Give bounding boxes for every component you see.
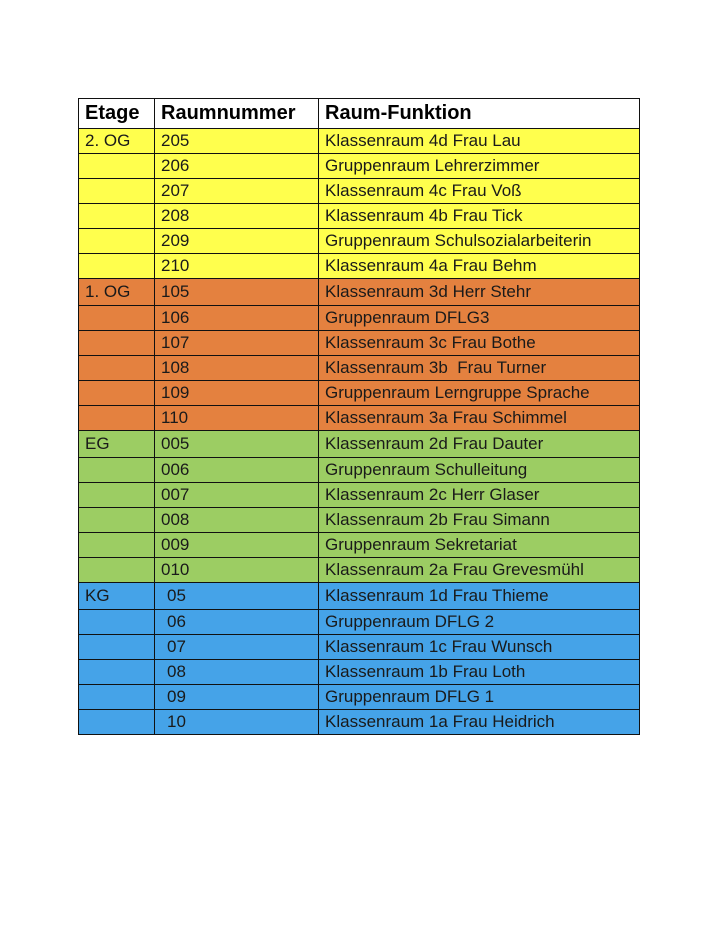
table-row	[79, 610, 640, 635]
room-table	[78, 98, 640, 735]
etage-cell	[79, 356, 155, 381]
raum-funktion-cell: Klassenraum 4a Frau Behm	[319, 254, 640, 279]
raum-funktion-cell: Klassenraum 4c Frau Voß	[319, 179, 640, 204]
raum-funktion-cell: Klassenraum 2c Herr Glaser	[319, 483, 640, 508]
raumnummer-cell: 106	[155, 306, 319, 331]
table-row	[79, 306, 640, 331]
raumnummer-cell: 009	[155, 533, 319, 558]
etage-cell	[79, 229, 155, 254]
raumnummer-cell: 008	[155, 508, 319, 533]
raumnummer-cell: 08	[155, 660, 319, 685]
raum-funktion-cell: Klassenraum 3b Frau Turner	[319, 356, 640, 381]
table-row	[79, 508, 640, 533]
raumnummer-cell: 05	[155, 583, 319, 610]
raum-funktion-cell: Klassenraum 4b Frau Tick	[319, 204, 640, 229]
etage-cell	[79, 204, 155, 229]
raum-funktion-cell: Gruppenraum Sekretariat	[319, 533, 640, 558]
raumnummer-cell: 107	[155, 331, 319, 356]
raum-funktion-cell: Klassenraum 2a Frau Grevesmühl	[319, 558, 640, 583]
header-etage: Etage	[79, 99, 155, 129]
etage-cell: 1. OG	[79, 279, 155, 306]
etage-cell	[79, 660, 155, 685]
table-row	[79, 204, 640, 229]
table-row	[79, 458, 640, 483]
etage-cell	[79, 179, 155, 204]
table-row	[79, 583, 640, 610]
raum-funktion-cell: Gruppenraum Schulsozialarbeiterin	[319, 229, 640, 254]
table-row	[79, 381, 640, 406]
raumnummer-cell: 005	[155, 431, 319, 458]
table-row	[79, 558, 640, 583]
raumnummer-cell: 108	[155, 356, 319, 381]
raum-funktion-cell: Gruppenraum Schulleitung	[319, 458, 640, 483]
raumnummer-cell: 209	[155, 229, 319, 254]
raum-funktion-cell: Klassenraum 2b Frau Simann	[319, 508, 640, 533]
raum-funktion-cell: Gruppenraum DFLG 1	[319, 685, 640, 710]
raumnummer-cell: 109	[155, 381, 319, 406]
etage-cell	[79, 558, 155, 583]
raum-funktion-cell: Gruppenraum Lehrerzimmer	[319, 154, 640, 179]
table-row	[79, 179, 640, 204]
etage-cell	[79, 154, 155, 179]
header-raum-funktion: Raum-Funktion	[319, 99, 640, 129]
table-row	[79, 431, 640, 458]
raum-funktion-cell: Klassenraum 1d Frau Thieme	[319, 583, 640, 610]
table-row	[79, 229, 640, 254]
table-row	[79, 406, 640, 431]
etage-cell	[79, 685, 155, 710]
table-row	[79, 331, 640, 356]
table-row	[79, 483, 640, 508]
raumnummer-cell: 206	[155, 154, 319, 179]
etage-cell: EG	[79, 431, 155, 458]
table-row	[79, 660, 640, 685]
raumnummer-cell: 007	[155, 483, 319, 508]
etage-cell: 2. OG	[79, 129, 155, 154]
etage-cell	[79, 610, 155, 635]
table-row	[79, 129, 640, 154]
header-row	[79, 99, 640, 129]
raumnummer-cell: 207	[155, 179, 319, 204]
etage-cell	[79, 306, 155, 331]
raum-funktion-cell: Klassenraum 1a Frau Heidrich	[319, 710, 640, 735]
raumnummer-cell: 105	[155, 279, 319, 306]
etage-cell	[79, 406, 155, 431]
raumnummer-cell: 10	[155, 710, 319, 735]
raumnummer-cell: 07	[155, 635, 319, 660]
table-row	[79, 685, 640, 710]
raum-funktion-cell: Klassenraum 3d Herr Stehr	[319, 279, 640, 306]
etage-cell	[79, 458, 155, 483]
raum-funktion-cell: Klassenraum 3c Frau Bothe	[319, 331, 640, 356]
table-row	[79, 254, 640, 279]
raumnummer-cell: 205	[155, 129, 319, 154]
etage-cell	[79, 533, 155, 558]
header-raumnummer: Raumnummer	[155, 99, 319, 129]
raumnummer-cell: 210	[155, 254, 319, 279]
raum-funktion-cell: Gruppenraum DFLG3	[319, 306, 640, 331]
raumnummer-cell: 010	[155, 558, 319, 583]
raumnummer-cell: 09	[155, 685, 319, 710]
etage-cell	[79, 710, 155, 735]
table-row	[79, 154, 640, 179]
raum-funktion-cell: Gruppenraum DFLG 2	[319, 610, 640, 635]
raum-funktion-cell: Klassenraum 2d Frau Dauter	[319, 431, 640, 458]
raum-funktion-cell: Klassenraum 4d Frau Lau	[319, 129, 640, 154]
etage-cell: KG	[79, 583, 155, 610]
raumnummer-cell: 06	[155, 610, 319, 635]
raum-funktion-cell: Klassenraum 1c Frau Wunsch	[319, 635, 640, 660]
raumnummer-cell: 110	[155, 406, 319, 431]
raumnummer-cell: 006	[155, 458, 319, 483]
table-row	[79, 356, 640, 381]
table-row	[79, 279, 640, 306]
table-row	[79, 533, 640, 558]
etage-cell	[79, 331, 155, 356]
table-row	[79, 710, 640, 735]
etage-cell	[79, 381, 155, 406]
etage-cell	[79, 254, 155, 279]
raum-funktion-cell: Klassenraum 1b Frau Loth	[319, 660, 640, 685]
etage-cell	[79, 508, 155, 533]
etage-cell	[79, 635, 155, 660]
etage-cell	[79, 483, 155, 508]
table-row	[79, 635, 640, 660]
raum-funktion-cell: Klassenraum 3a Frau Schimmel	[319, 406, 640, 431]
raumnummer-cell: 208	[155, 204, 319, 229]
raum-funktion-cell: Gruppenraum Lerngruppe Sprache	[319, 381, 640, 406]
